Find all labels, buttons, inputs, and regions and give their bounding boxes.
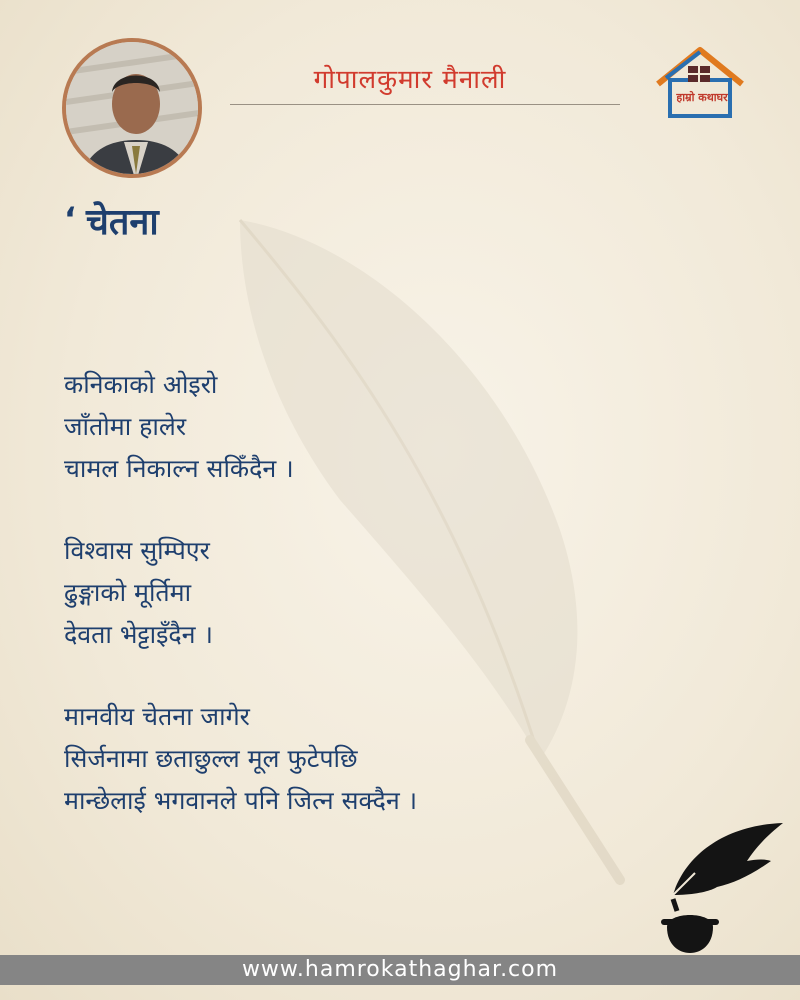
footer-website-link[interactable]: www.hamrokathaghar.com <box>241 957 559 982</box>
poem-line: सिर्जनामा छताछुल्ल मूल फुटेपछि <box>64 744 358 773</box>
stanza-2 <box>64 530 624 656</box>
poem-line: कनिकाको ओइरो <box>64 370 218 399</box>
poem-body <box>64 364 624 862</box>
poem-line: मानवीय चेतना जागेर <box>64 702 250 731</box>
house-logo-icon <box>650 44 750 120</box>
poem-line: विश्वास सुम्पिएर <box>64 536 210 565</box>
poem-line: देवता भेट्टाइँदैन । <box>64 620 213 649</box>
poem-line: मान्छेलाई भगवानले पनि जित्न सक्दैन । <box>64 786 418 815</box>
author-divider <box>230 104 620 105</box>
poem-line: ढुङ्गाको मूर्तिमा <box>64 578 192 607</box>
stanza-1 <box>64 364 624 490</box>
poem-line: चामल निकाल्न सकिँदैन । <box>64 454 294 483</box>
author-avatar <box>62 38 202 178</box>
poem-line: जाँतोमा हालेर <box>64 412 187 441</box>
author-name: गोपालकुमार मैनाली <box>313 65 507 95</box>
poem-title: चेतना <box>86 202 159 243</box>
quill-inkpot-icon <box>655 815 790 955</box>
stanza-3 <box>64 696 624 822</box>
title-quote-mark: ‘ <box>64 200 77 238</box>
logo-text: हाम्रो कथाघर <box>676 91 728 104</box>
